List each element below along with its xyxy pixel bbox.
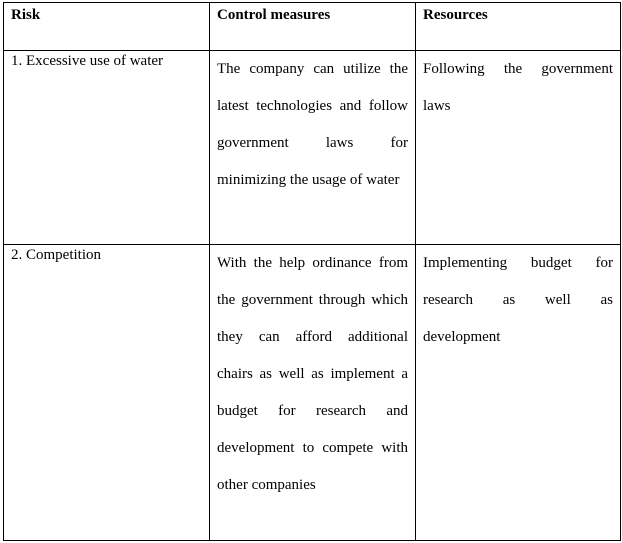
- table-row: [4, 245, 621, 541]
- resources-text: Implementing budget for research as well as development: [423, 255, 613, 345]
- control-text: The company can utilize the latest technologies and follow government laws for minimizing the usage of water: [217, 61, 408, 188]
- resources-cell: [416, 51, 621, 245]
- header-risk: Risk: [4, 3, 210, 51]
- resources-text: Following the government laws: [423, 61, 613, 114]
- control-cell: [210, 245, 416, 541]
- risk-cell: [4, 51, 210, 245]
- control-text: With the help ordinance from the government through which they can afford additional chairs as well as implement a budget for research and development to compete with other companies: [217, 255, 408, 493]
- risk-text: 2. Competition: [11, 247, 101, 263]
- risk-text: 1. Excessive use of water: [11, 53, 164, 69]
- header-resources: Resources: [416, 3, 621, 51]
- header-control-measures: Control measures: [210, 3, 416, 51]
- table-row: [4, 51, 621, 245]
- resources-cell: [416, 245, 621, 541]
- risk-cell: [4, 245, 210, 541]
- table-header-row: [4, 3, 621, 51]
- risk-control-table: [3, 2, 621, 541]
- control-cell: [210, 51, 416, 245]
